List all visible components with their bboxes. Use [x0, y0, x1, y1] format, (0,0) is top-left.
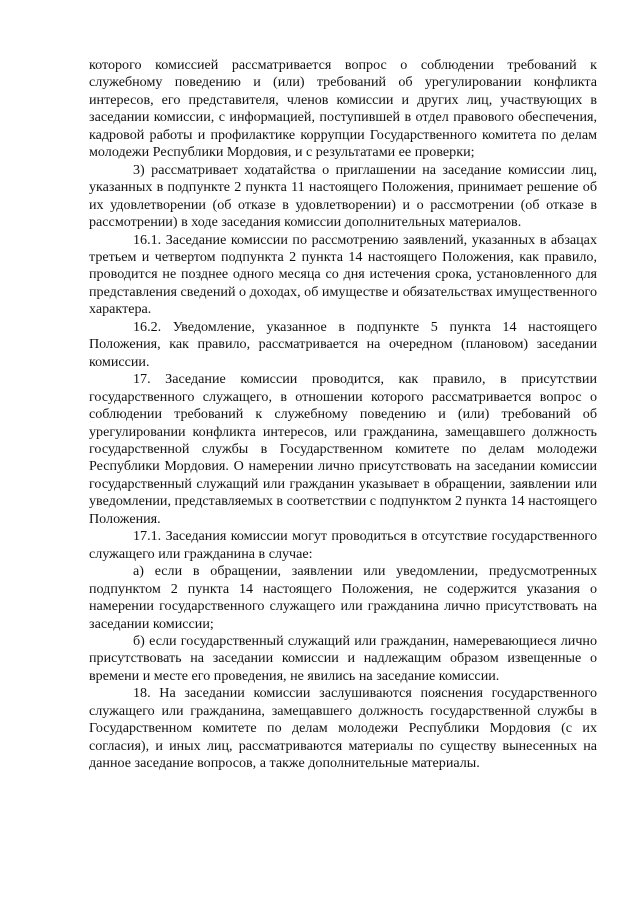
paragraph-16-2: 16.2. Уведомление, указанное в подпункте 5 пункта 14 настоящего Положения, как правило, рассматривается на очередном (плановом) заседании комиссии.: [89, 318, 597, 370]
paragraph-17-1-a: а) если в обращении, заявлении или уведомлении, предусмотренных подпунктом 2 пункта 14 настоящего Положения, не содержится указания о намерении государственного служащего или гражданина лично присутствовать на заседании комиссии;: [89, 563, 597, 632]
paragraph-17-1: 17.1. Заседания комиссии могут проводиться в отсутствие государственного служащего или гражданина в случае:: [89, 528, 597, 562]
paragraph-16-1: 16.1. Заседание комиссии по рассмотрению заявлений, указанных в абзацах третьем и четвертом подпункта 2 пункта 14 настоящего Положения, как правило, проводится не позднее одного месяца со дня истечения срока, установленного для представления сведений о доходах, об имуществе и обязательствах имущественного характера.: [89, 231, 597, 318]
paragraph-18: 18. На заседании комиссии заслушиваются пояснения государственного служащего или гражданина, замещавшего должность государственной службы в Государственном комитете по делам молодежи Республики Мордовия (с их согласия), и иных лиц, рассматриваются материалы по существу вынесенных на данное заседание вопросов, а также дополнительные материалы.: [89, 685, 597, 772]
paragraph-17-1-b: б) если государственный служащий или гражданин, намеревающиеся лично присутствовать на заседании комиссии и надлежащим образом извещенные о времени и месте его проведения, не явились на заседание комиссии.: [89, 632, 597, 684]
paragraph-continuation: которого комиссией рассматривается вопрос о соблюдении требований к служебному поведению и (или) требований об урегулировании конфликта интересов, его представителя, членов комиссии и других лиц, участвующих в заседании комиссии, с информацией, поступившей в отдел правового обеспечения, кадровой работы и профилактике коррупции Государственного комитета по делам молодежи Республики Мордовия, и с результатами ее проверки;: [89, 57, 597, 161]
document-page: [89, 57, 597, 773]
paragraph-17: 17. Заседание комиссии проводится, как правило, в присутствии государственного служащего, в отношении которого рассматривается вопрос о соблюдении требований к служебному поведению и (или) требований об урегулировании конфликта интересов, или гражданина, замещавшего должность государственной службы в Государственном комитете по делам молодежи Республики Мордовия. О намерении лично присутствовать на заседании комиссии государственный служащий или гражданин указывает в обращении, заявлении или уведомлении, представляемых в соответствии с подпунктом 2 пункта 14 настоящего Положения.: [89, 371, 597, 527]
paragraph-item-3: 3) рассматривает ходатайства о приглашении на заседание комиссии лиц, указанных в подпункте 2 пункта 11 настоящего Положения, принимает решение об их удовлетворении (об отказе в удовлетворении) и о рассмотрении (об отказе в рассмотрении) в ходе заседания комиссии дополнительных материалов.: [89, 161, 597, 231]
